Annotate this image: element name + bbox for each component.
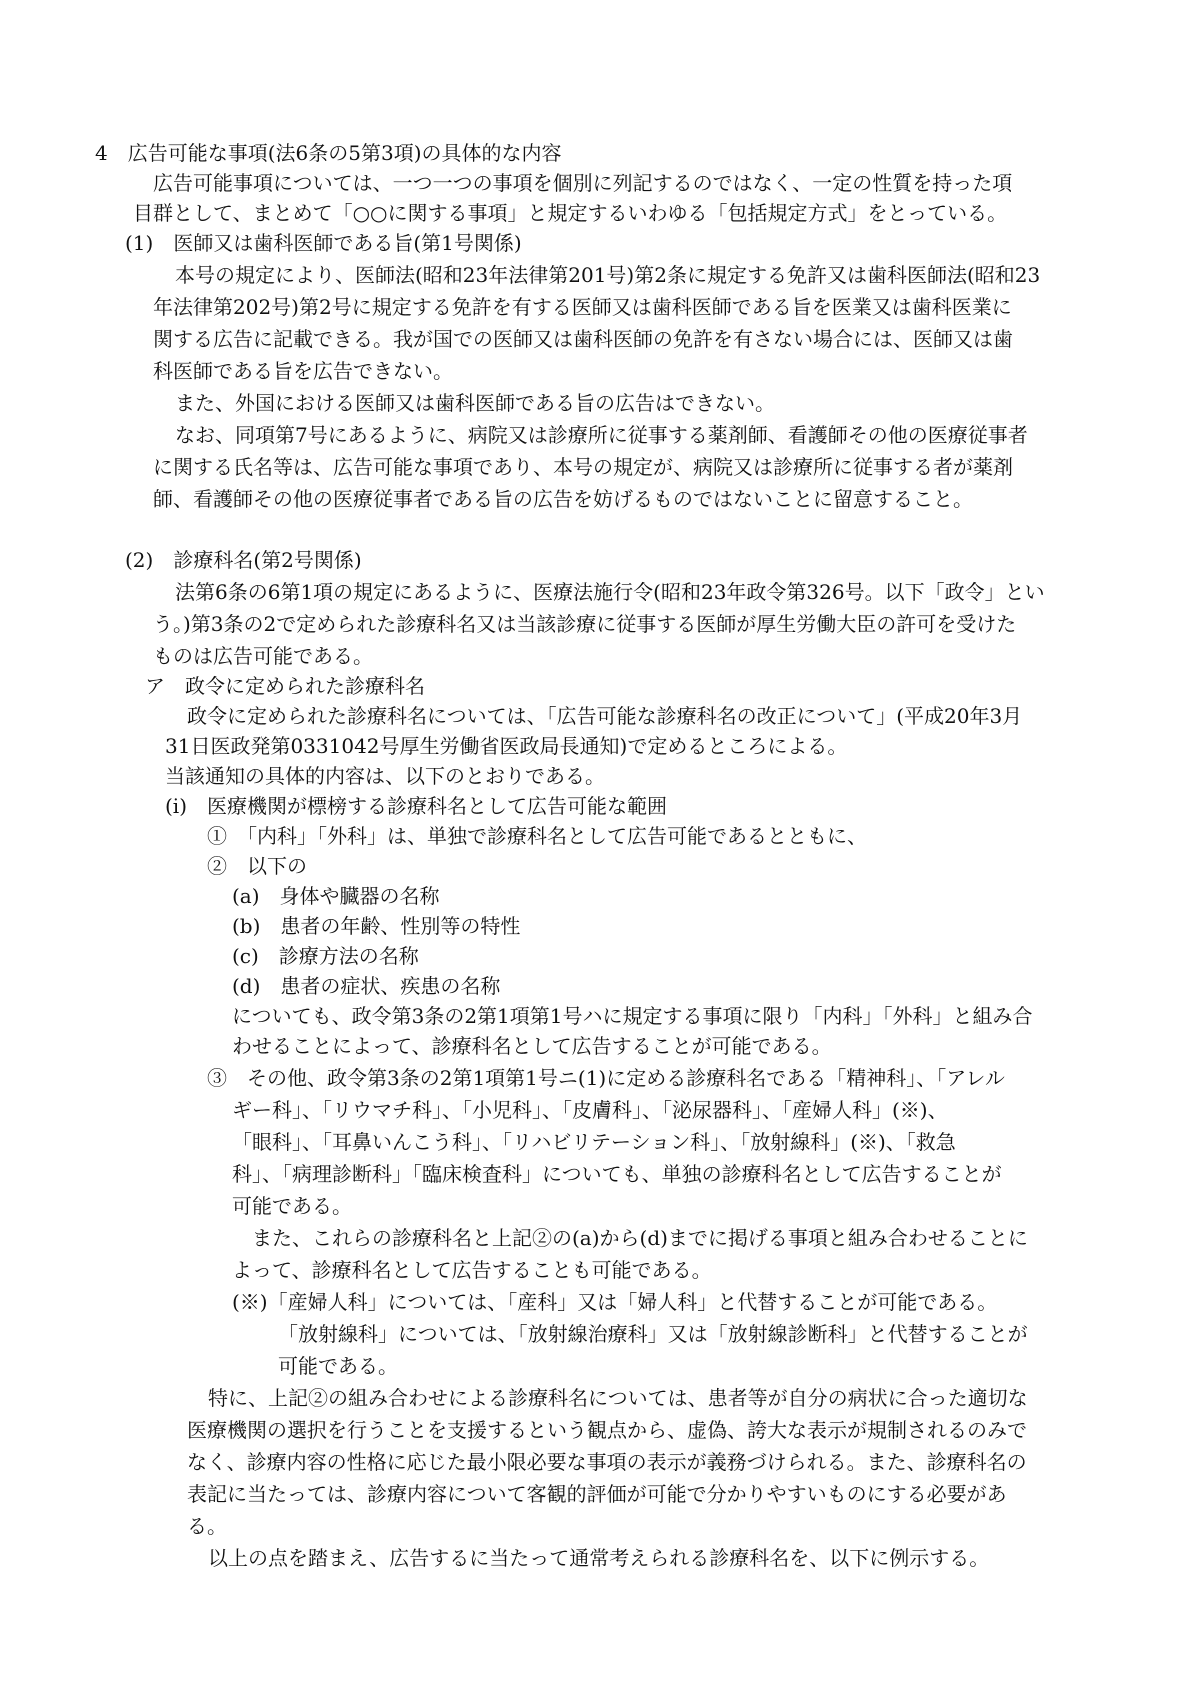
list-item: ② 以下の (207, 854, 307, 878)
paragraph-line: う。)第3条の2で定められた診療科名又は当該診療に従事する医師が厚生労働大臣の許可を受けた (153, 612, 1017, 636)
note-line: (※)「産婦人科」については、「産科」又は「婦人科」と代替することが可能である。 (232, 1290, 998, 1314)
paragraph-line: についても、政令第3条の2第1項第1号ハに規定する事項に限り「内科」「外科」と組み合 (232, 1004, 1033, 1028)
paragraph-line: 政令に定められた診療科名については、「広告可能な診療科名の改正について」(平成20年3月 (187, 704, 1023, 728)
list-item: (a) 身体や臓器の名称 (232, 884, 440, 908)
paragraph-line: 関する広告に記載できる。我が国での医師又は歯科医師の免許を有さない場合には、医師又は歯 (153, 327, 1013, 351)
list-item: ③ その他、政令第3条の2第1項第1号ニ(1)に定める診療科名である「精神科」、「アレル (207, 1066, 1005, 1090)
list-item: ① 「内科」「外科」は、単独で診療科名として広告可能であるとともに、 (207, 824, 867, 848)
paragraph-line: また、外国における医師又は歯科医師である旨の広告はできない。 (175, 391, 775, 415)
list-item: (d) 患者の症状、疾患の名称 (232, 974, 501, 998)
paragraph-line: ギー科」、「リウマチ科」、「小児科」、「皮膚科」、「泌尿器科」、「産婦人科」(※)、 (232, 1098, 948, 1122)
paragraph-line: よって、診療科名として広告することも可能である。 (232, 1258, 712, 1282)
note-line: 「放射線科」については、「放射線治療科」又は「放射線診断科」と代替することが (278, 1322, 1028, 1346)
paragraph-line: なく、診療内容の性格に応じた最小限必要な事項の表示が義務づけられる。また、診療科名の (187, 1450, 1027, 1474)
paragraph-line: 科医師である旨を広告できない。 (153, 359, 453, 383)
paragraph-line: 科」、「病理診断科」「臨床検査科」についても、単独の診療科名として広告することが (232, 1162, 1002, 1186)
section-heading: 4 広告可能な事項(法6条の5第3項)の具体的な内容 (95, 141, 562, 165)
paragraph-line: 31日医政発第0331042号厚生労働省医政局長通知)で定めるところによる。 (165, 734, 848, 758)
paragraph-line: 表記に当たっては、診療内容について客観的評価が可能で分かりやすいものにする必要があ (187, 1482, 1007, 1506)
paragraph-line: 「眼科」、「耳鼻いんこう科」、「リハビリテーション科」、「放射線科」(※)、「救急 (232, 1130, 956, 1154)
paragraph-line: 広告可能事項については、一つ一つの事項を個別に列記するのではなく、一定の性質を持った項 (153, 171, 1013, 195)
paragraph-line: 年法律第202号)第2号に規定する免許を有する医師又は歯科医師である旨を医業又は歯科医業に (153, 295, 1012, 319)
item-heading: ア 政令に定められた診療科名 (145, 674, 425, 698)
note-line: 可能である。 (278, 1354, 398, 1378)
paragraph-line: 以上の点を踏まえ、広告するに当たって通常考えられる診療科名を、以下に例示する。 (208, 1546, 990, 1570)
paragraph-line: 本号の規定により、医師法(昭和23年法律第201号)第2条に規定する免許又は歯科医師法(昭和23 (175, 263, 1041, 287)
subsection-heading: (1) 医師又は歯科医師である旨(第1号関係) (125, 231, 522, 255)
paragraph-line: なお、同項第7号にあるように、病院又は診療所に従事する薬剤師、看護師その他の医療従事者 (175, 423, 1028, 447)
list-item: (b) 患者の年齢、性別等の特性 (232, 914, 521, 938)
paragraph-line: 当該通知の具体的内容は、以下のとおりである。 (165, 764, 605, 788)
paragraph-line: 法第6条の6第1項の規定にあるように、医療法施行令(昭和23年政令第326号。以下「政令」とい (175, 580, 1045, 604)
paragraph-line: また、これらの診療科名と上記②の(a)から(d)までに掲げる事項と組み合わせることに (252, 1226, 1028, 1250)
paragraph-line: わせることによって、診療科名として広告することが可能である。 (232, 1034, 832, 1058)
paragraph-line: 目群として、まとめて「○○に関する事項」と規定するいわゆる「包括規定方式」をとっている。 (133, 201, 1008, 225)
paragraph-line: 医療機関の選択を行うことを支援するという観点から、虚偽、誇大な表示が規制されるのみで (187, 1418, 1027, 1442)
subsection-heading: (2) 診療科名(第2号関係) (125, 548, 362, 572)
paragraph-line: に関する氏名等は、広告可能な事項であり、本号の規定が、病院又は診療所に従事する者が薬剤 (153, 455, 1013, 479)
list-item: (c) 診療方法の名称 (232, 944, 419, 968)
paragraph-line: 師、看護師その他の医療従事者である旨の広告を妨げるものではないことに留意すること。 (153, 487, 973, 511)
item-heading: (i) 医療機関が標榜する診療科名として広告可能な範囲 (165, 794, 668, 818)
paragraph-line: 可能である。 (232, 1194, 352, 1218)
paragraph-line: 特に、上記②の組み合わせによる診療科名については、患者等が自分の病状に合った適切な (208, 1386, 1028, 1410)
paragraph-line: ものは広告可能である。 (153, 644, 373, 668)
paragraph-line: る。 (187, 1514, 227, 1538)
